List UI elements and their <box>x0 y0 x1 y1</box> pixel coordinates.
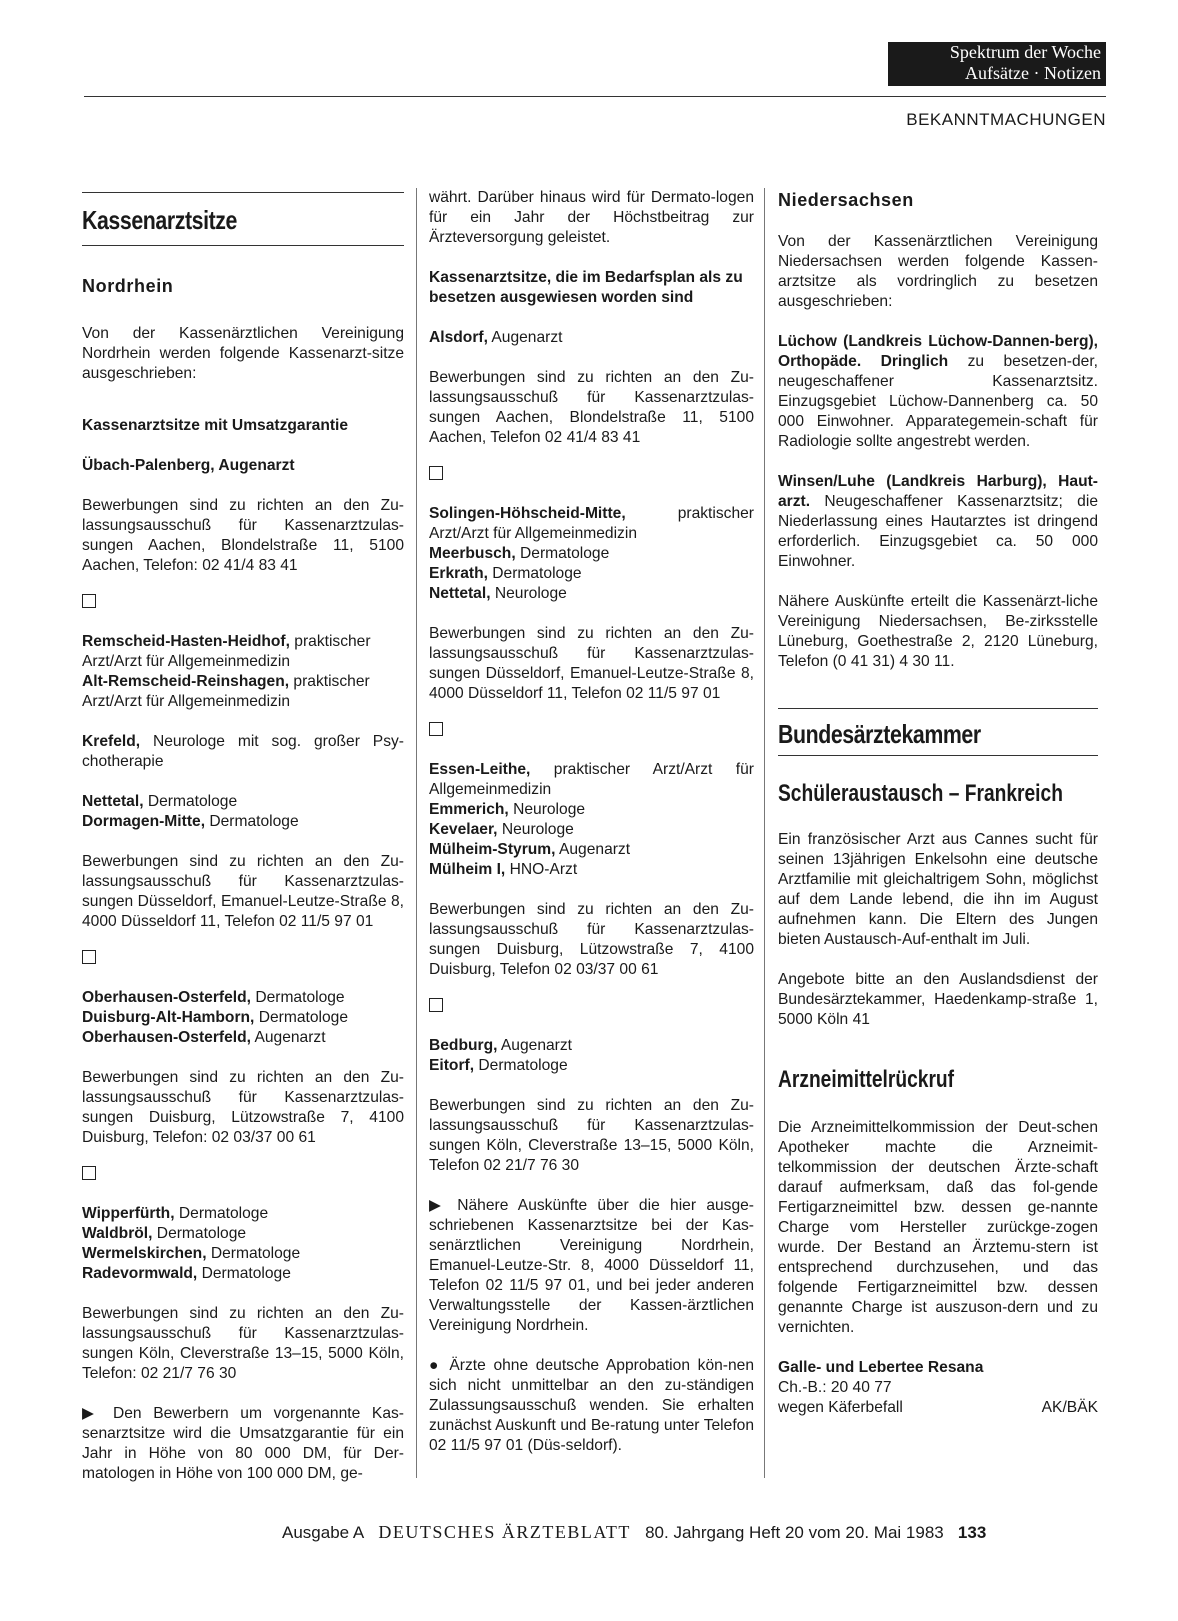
separator-box <box>82 594 96 608</box>
application-address: Bewerbungen sind zu richten an den Zu-lassungsausschuß für Kassenarztzulas-sungen Köln, Cleverstraße 13–15, 5000 Köln, Telefon: 02 21/7 76 30 <box>82 1305 404 1382</box>
guarantee-note: ▶ Den Bewerbern um vorgenannte Kas-senarztsitze wird die Umsatzgarantie für ein Jahr in Höhe von 80 000 DM, für Der-matologen in Höhe von 100 000 DM, ge- <box>82 1405 404 1482</box>
subheading: Kassenarztsitze mit Umsatzgarantie <box>82 417 349 434</box>
application-address: Bewerbungen sind zu richten an den Zu-lassungsausschuß für Kassenarztzulas-sungen Duisburg, Lützowstraße 7, 4100 Duisburg, Telefon: 02 03/37 00 61 <box>82 1069 404 1146</box>
listing: Meerbusch, Dermatologe <box>429 545 610 562</box>
listing: Remscheid-Hasten-Heidhof, praktischer Arzt/Arzt für Allgemeinmedizin <box>82 633 371 670</box>
article-title: Bundesärztekammer <box>778 719 981 749</box>
listing: Dormagen-Mitte, Dermatologe <box>82 813 299 830</box>
separator-box <box>429 466 443 480</box>
exchange-text: Ein französischer Arzt aus Cannes sucht für seinen 13jährigen Enkelsohn eine deutsche Arztfamilie mit gleichaltrigem Sohn, möglichst auf dem Lande lebend, die ihn im August aufnehmen kann. Die Eltern des Jungen bieten Austausch-Auf-enthalt im Juli. <box>778 831 1098 948</box>
article-title: Arzneimittelrückruf <box>778 1066 955 1093</box>
signature: AK/BÄK <box>1041 1399 1098 1416</box>
listing: Nettetal, Dermatologe <box>82 793 238 810</box>
listing: Wipperfürth, Dermatologe <box>82 1205 269 1222</box>
application-address: Bewerbungen sind zu richten an den Zu-lassungsausschuß für Kassenarztzulas-sungen Düsseldorf, Emanuel-Leutze-Straße 8, 4000 Düsseldorf 11, Telefon 02 11/5 97 01 <box>429 625 754 702</box>
listing: Waldbröl, Dermatologe <box>82 1225 247 1242</box>
listing: Emmerich, Neurologe <box>429 801 586 818</box>
listing: Kevelaer, Neurologe <box>429 821 574 838</box>
recall-text: Die Arzneimittelkommission der Deut-schen Apotheker machte die Arzneimit-telkommission der deutschen Ärzte-schaft darauf aufmerksam, daß das fol-gende Fertigarzneimittel bzw. dessen ge-nannte Charge vom Hersteller zurückge-zogen wurde. Der Bestand an Ärztemu-stern ist entsprechend durchzusehen, und das folgende Fertigarzneimittel bzw. dessen genannte Charge ist auszuson-dern und zu vernichten. <box>778 1119 1098 1336</box>
reason-row <box>778 1398 1098 1418</box>
batch-number: Ch.-B.: 20 40 77 <box>778 1379 892 1396</box>
listing: Alsdorf, Augenarzt <box>429 329 563 346</box>
column-divider-1 <box>416 188 417 1478</box>
listing: Wermelskirchen, Dermatologe <box>82 1245 301 1262</box>
application-address: Bewerbungen sind zu richten an den Zu-lassungsausschuß für Kassenarztzulas-sungen Düsseldorf, Emanuel-Leutze-Straße 8, 4000 Düsseldorf 11, Telefon 02 11/5 97 01 <box>82 853 404 930</box>
separator-box <box>82 1166 96 1180</box>
listing: Erkrath, Dermatologe <box>429 565 582 582</box>
listing: Übach-Palenberg, Augenarzt <box>82 457 295 474</box>
badge-line-2: Aufsätze · Notizen <box>965 63 1101 83</box>
information-note: Nähere Auskünfte erteilt die Kassenärzt-liche Vereinigung Niedersachsen, Be-zirksstelle Lüneburg, Goethestraße 2, 2120 Lüneburg, Telefon (0 41 31) 4 30 11. <box>778 593 1098 670</box>
page-number: 133 <box>957 1523 987 1542</box>
approbation-note: ● Ärzte ohne deutsche Approbation kön-nen sich nicht unmittelbar an den zu-ständigen Zulassungsausschuß wenden. Sie erhalten zunächst Auskunft und Be-ratung unter Telefon 02 11/5 97 01 (Düs-seldorf). <box>429 1357 754 1454</box>
listing: Alt-Remscheid-Reinshagen, praktischer Arzt/Arzt für Allgemeinmedizin <box>82 673 370 710</box>
listing: Oberhausen-Osterfeld, Augenarzt <box>82 1029 326 1046</box>
listing: Oberhausen-Osterfeld, Dermatologe <box>82 989 345 1006</box>
listing: Radevormwald, Dermatologe <box>82 1265 291 1282</box>
subheading: Kassenarztsitze, die im Bedarfsplan als zu besetzen ausgewiesen worden sind <box>429 269 743 306</box>
column-divider-2 <box>764 188 765 1478</box>
listing: Eitorf, Dermatologe <box>429 1057 568 1074</box>
application-address: Bewerbungen sind zu richten an den Zu-lassungsausschuß für Kassenarztzulas-sungen Köln, Cleverstraße 13–15, 5000 Köln, Telefon 02 21/7 76 30 <box>429 1097 754 1174</box>
column-1 <box>82 192 404 1484</box>
section-label: BEKANNTMACHUNGEN <box>906 110 1106 129</box>
top-divider <box>84 96 1106 97</box>
intro-text: Von der Kassenärztlichen Vereinigung Niedersachsen werden folgende Kassen-arztsitze als vordringlich zu besetzen ausgeschrieben: <box>778 233 1098 310</box>
region-heading: Nordrhein <box>82 276 174 296</box>
offers-text: Angebote bitte an den Auslandsdienst der Bundesärztekammer, Haedenkamp-straße 1, 5000 Köln 41 <box>778 971 1098 1028</box>
article-subtitle: Schüleraustausch – Frankreich <box>778 780 1063 807</box>
listing: Mülheim I, HNO-Arzt <box>429 861 578 878</box>
column-2 <box>429 188 754 1456</box>
section-badge <box>888 42 1106 86</box>
page-footer <box>282 1522 986 1543</box>
application-address: Bewerbungen sind zu richten an den Zu-lassungsausschuß für Kassenarztzulas-sungen Aachen, Blondelstraße 11, 5100 Aachen, Telefon: 02 41/4 83 41 <box>82 497 404 574</box>
listing: Winsen/Luhe (Landkreis Harburg), Haut-arzt. Neugeschaffener Kassenarztsitz; die Niederlassung eines Hautarztes ist dringend erforderlich. Einzugsgebiet ca. 50 000 Einwohner. <box>778 473 1098 570</box>
listing: Lüchow (Landkreis Lüchow-Dannen-berg), Orthopäde. Dringlich zu besetzen-der, neugeschaffener Kassenarztsitz. Einzugsgebiet Lüchow-Dannenberg ca. 50 000 Einwohner. Apparategemein-schaft für Radiologie sollte angestrebt werden. <box>778 333 1098 450</box>
listing: Solingen-Höhscheid-Mitte, praktischer Arzt/Arzt für Allgemeinmedizin <box>429 505 754 542</box>
journal-name: DEUTSCHES ÄRZTEBLATT <box>378 1522 631 1542</box>
intro-text: Von der Kassenärztlichen Vereinigung Nordrhein werden folgende Kassenarzt-sitze ausgeschrieben: <box>82 325 404 382</box>
recall-reason: wegen Käferbefall <box>778 1399 903 1416</box>
product-name: Galle- und Lebertee Resana <box>778 1359 984 1376</box>
listing: Krefeld, Neurologe mit sog. großer Psy-chotherapie <box>82 733 404 770</box>
listing: Mülheim-Styrum, Augenarzt <box>429 841 631 858</box>
region-heading: Niedersachsen <box>778 190 914 210</box>
information-note: ▶ Nähere Auskünfte über die hier ausge-schriebenen Kassenarztsitze bei der Kas-senärztlichen Vereinigung Nordrhein, Emanuel-Leutze-Str. 8, 4000 Düsseldorf 11, Telefon 02 11/5 97 01, und bei jeder anderen Verwaltungsstelle der Kassen-ärztlichen Vereinigung Nordrhein. <box>429 1197 754 1334</box>
application-address: Bewerbungen sind zu richten an den Zu-lassungsausschuß für Kassenarztzulas-sungen Aachen, Blondelstraße 11, 5100 Aachen, Telefon 02 41/4 83 41 <box>429 369 754 446</box>
listing: Duisburg-Alt-Hamborn, Dermatologe <box>82 1009 348 1026</box>
separator-box <box>82 950 96 964</box>
article-title: Kassenarztsitze <box>82 205 238 235</box>
badge-line-1: Spektrum der Woche <box>949 42 1101 62</box>
separator-box <box>429 722 443 736</box>
listing: Essen-Leithe, praktischer Arzt/Arzt für Allgemeinmedizin <box>429 761 754 798</box>
continued-text: währt. Darüber hinaus wird für Dermato-logen für ein Jahr der Höchstbeitrag zur Ärzteversorgung geleistet. <box>429 189 754 246</box>
separator-box <box>429 998 443 1012</box>
issue-info: 80. Jahrgang Heft 20 vom 20. Mai 1983 <box>645 1523 944 1542</box>
listing: Bedburg, Augenarzt <box>429 1037 572 1054</box>
listing: Nettetal, Neurologe <box>429 585 567 602</box>
edition: Ausgabe A <box>282 1523 365 1542</box>
column-3 <box>778 190 1098 1418</box>
application-address: Bewerbungen sind zu richten an den Zu-lassungsausschuß für Kassenarztzulas-sungen Duisburg, Lützowstraße 7, 4100 Duisburg, Telefon 02 03/37 00 61 <box>429 901 754 978</box>
